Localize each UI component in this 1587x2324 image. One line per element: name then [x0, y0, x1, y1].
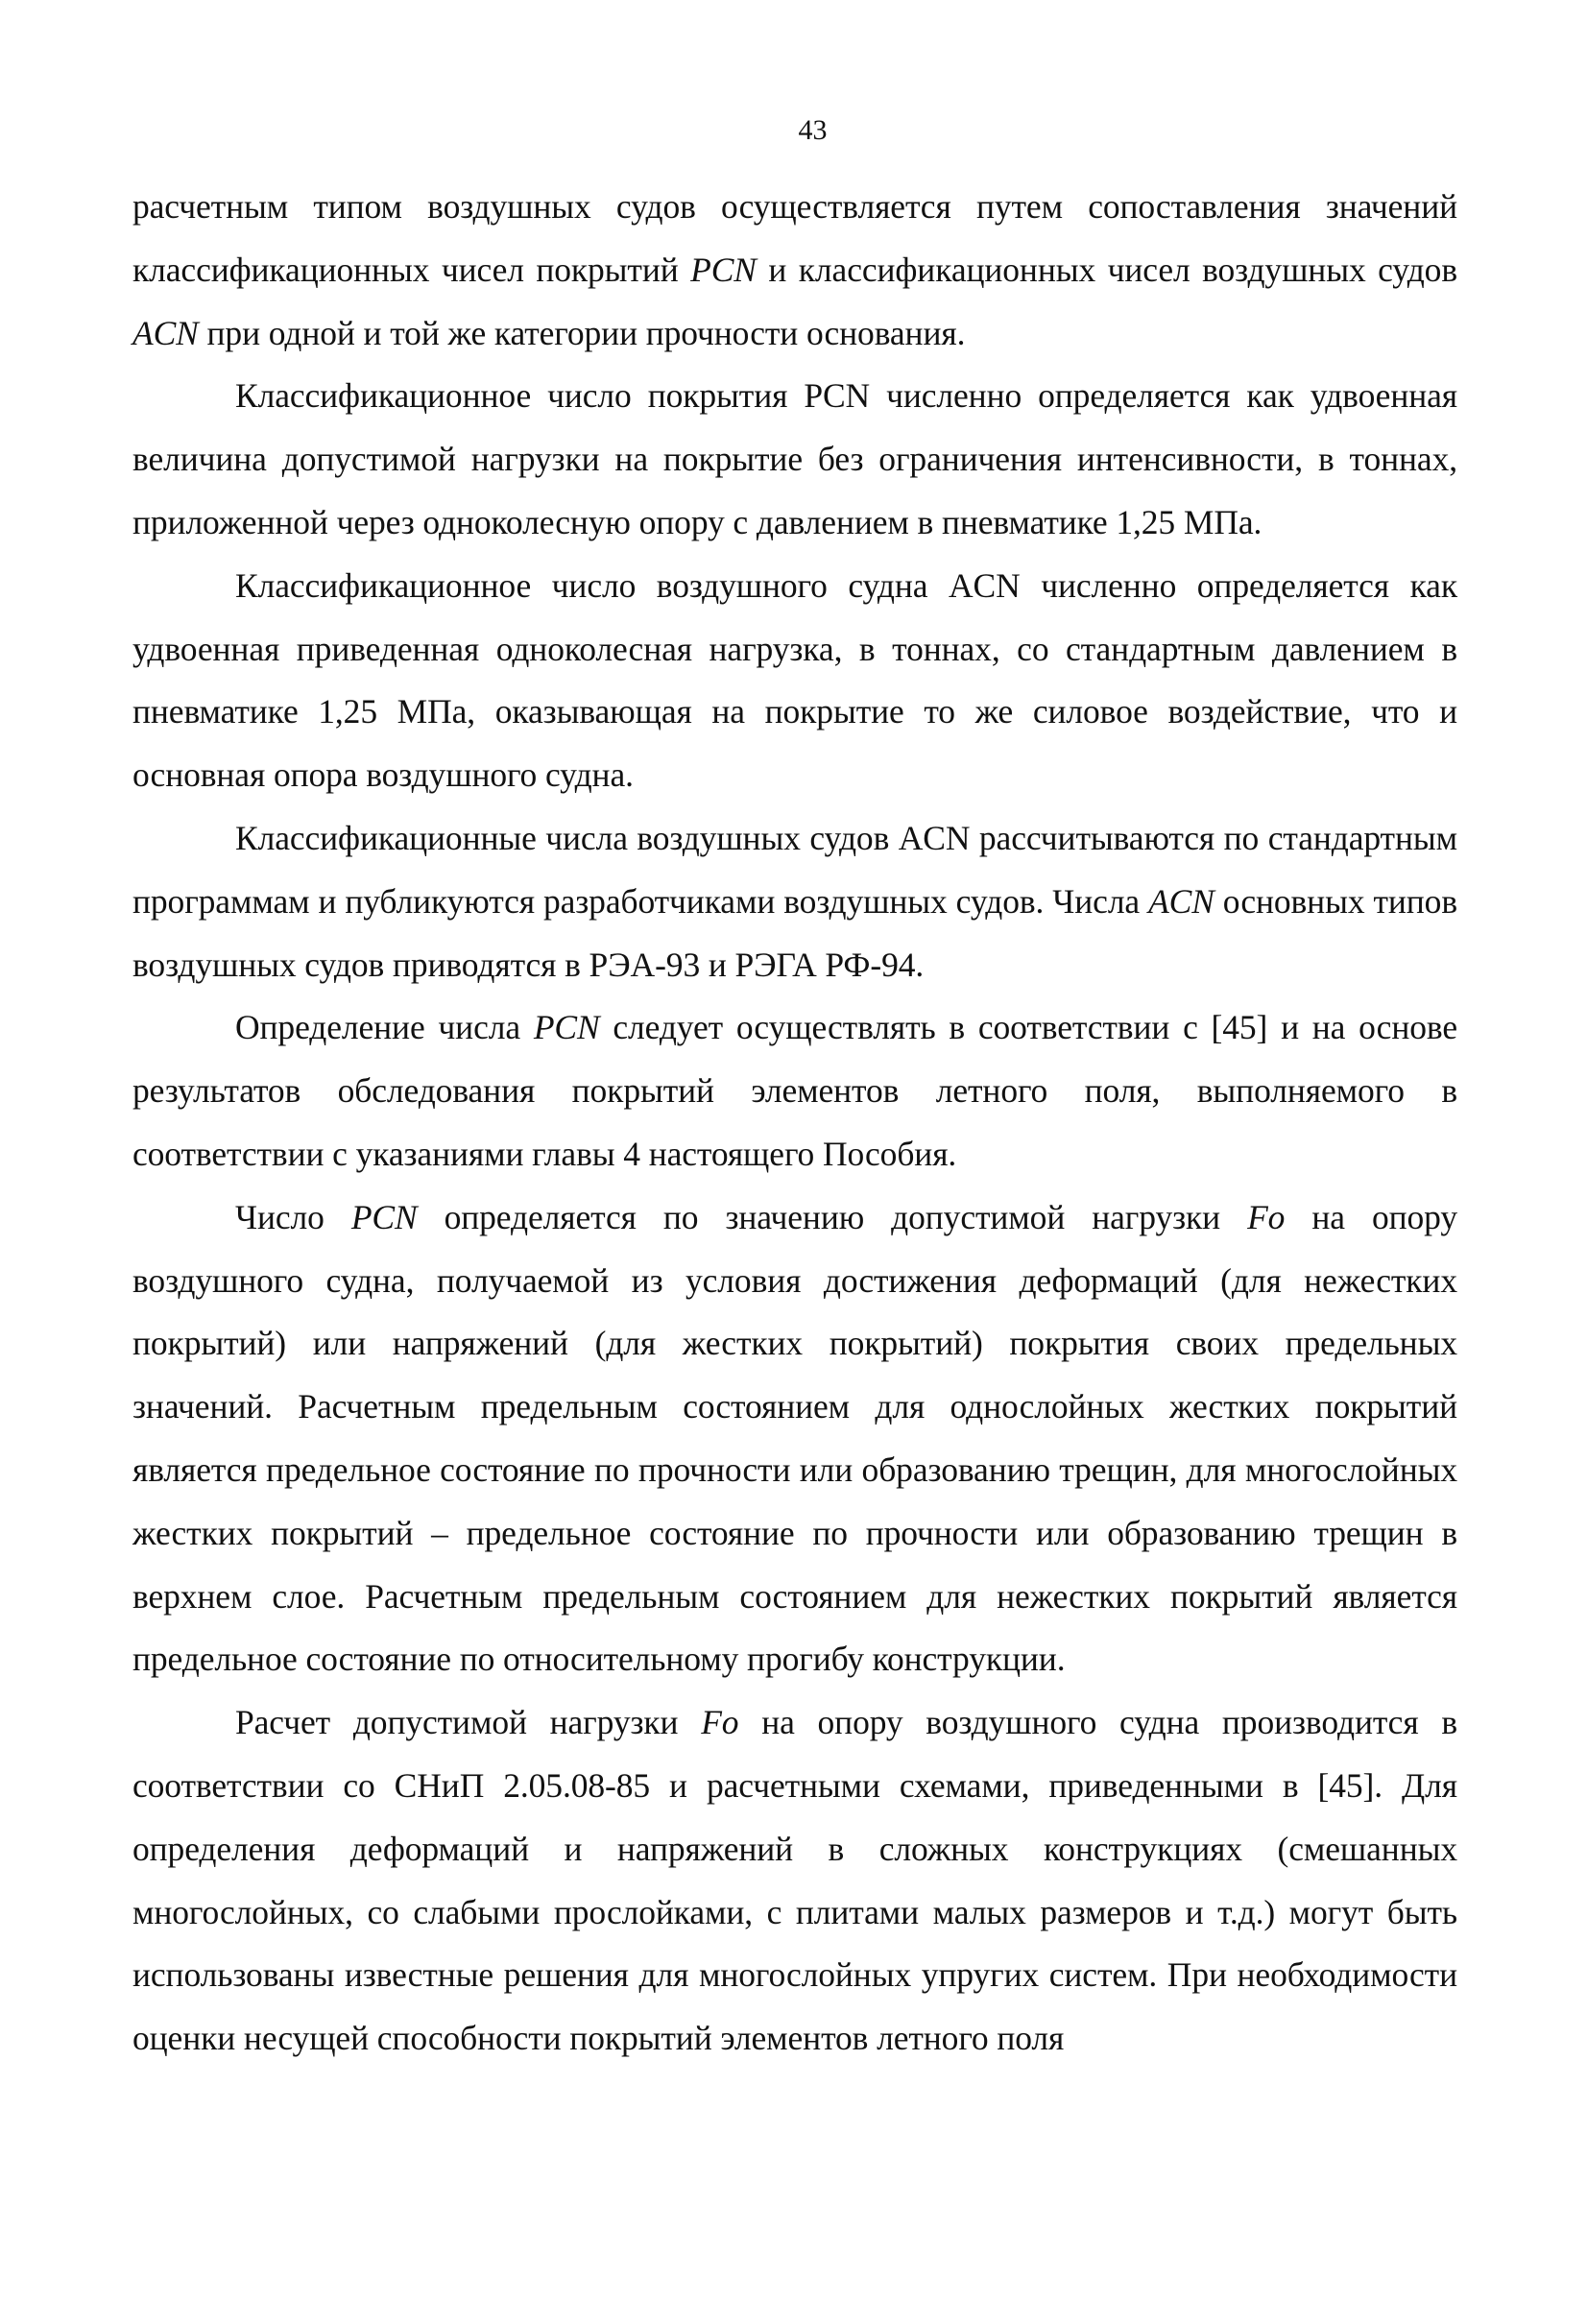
text-segment: расчетным типом воздушных судов осуществляется путем сопоставления значений классификационных чисел покрытий [132, 187, 1457, 289]
italic-term: ACN [1148, 881, 1214, 921]
italic-term: PCN [690, 250, 757, 289]
page-number: 43 [798, 114, 828, 146]
body-text [132, 176, 1457, 2071]
text-segment: следует осуществлять в соответствии с [45] и на основе результатов обследования покрытий элементов летного поля, выполняемого в соответствии с указаниями главы 4 настоящего Пособия. [132, 1008, 1457, 1173]
text-segment: Число [235, 1197, 351, 1236]
italic-term: PCN [533, 1008, 600, 1047]
text-segment: при одной и той же категории прочности основания. [198, 313, 966, 352]
text-segment: Расчет допустимой нагрузки [235, 1703, 702, 1742]
text-segment: Классификационное число воздушного судна ACN численно определяется как удвоенная приведенная одноколесная нагрузка, в тоннах, со стандартным давлением в пневматике 1,25 МПа, оказывающая на покрытие то же силовое воздействие, что и основная опора воздушного судна. [132, 565, 1457, 795]
text-segment: основных типов воздушных судов приводятся в РЭА-93 и РЭГА РФ-94. [132, 881, 1457, 984]
paragraph [132, 176, 1457, 365]
paragraph [132, 996, 1457, 1186]
text-segment: Классификационное число покрытия PCN численно определяется как удвоенная величина допустимой нагрузки на покрытие без ограничения интенсивности, в тоннах, приложенной через одноколесную опору с давлением в пневматике 1,25 МПа. [132, 376, 1457, 541]
italic-term: Fo [701, 1703, 739, 1742]
text-segment: и классификационных чисел воздушных судов [756, 250, 1457, 289]
text-segment: на опору воздушного судна, получаемой из условия достижения деформаций (для нежестких покрытий) или напряжений (для жестких покрытий) покрытия своих предельных значений. Расчетным предельным состоянием для однослойных жестких покрытий является предельное состояние по прочности или образованию трещин, для многослойных жестких покрытий – предельное состояние по прочности или образованию трещин в верхнем слое. Расчетным предельным состоянием для нежестких покрытий является предельное состояние по относительному прогибу конструкции. [132, 1197, 1457, 1679]
paragraph [132, 1691, 1457, 2071]
text-segment: на опору воздушного судна производится в соответствии со СНиП 2.05.08-85 и расчетными схемами, приведенными в [45]. Для определения деформаций и напряжений в сложных конструкциях (смешанных многослойных, со слабыми прослойками, с плитами малых размеров и т.д.) могут быть использованы известные решения для многослойных упругих систем. При необходимости оценки несущей способности покрытий элементов летного поля [132, 1703, 1457, 2058]
paragraph [132, 1186, 1457, 1691]
text-segment: определяется по значению допустимой нагрузки [417, 1197, 1248, 1236]
text-segment: Определение числа [235, 1008, 534, 1047]
text-segment: Классификационные числа воздушных судов ACN рассчитываются по стандартным программам и публикуются разработчиками воздушных судов. Числа [132, 818, 1457, 921]
paragraph [132, 807, 1457, 996]
paragraph [132, 555, 1457, 807]
italic-term: ACN [132, 313, 199, 352]
italic-term: Fo [1247, 1197, 1286, 1236]
italic-term: PCN [350, 1197, 418, 1236]
paragraph [132, 365, 1457, 554]
